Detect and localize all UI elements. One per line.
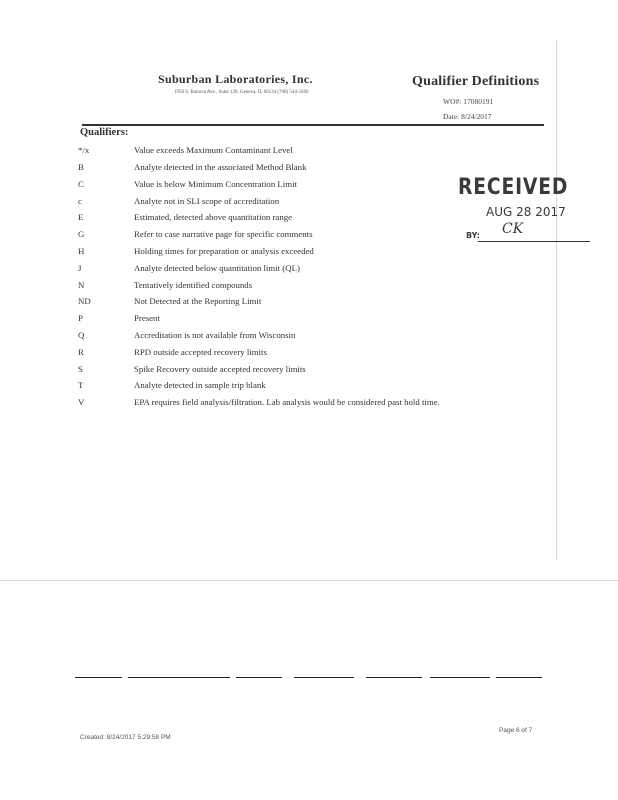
qualifier-code: G (78, 229, 85, 239)
qualifier-description: Not Detected at the Reporting Limit (134, 296, 262, 306)
qualifier-description: Holding times for preparation or analysis exceeded (134, 246, 314, 256)
blank-line (128, 677, 230, 678)
qualifiers-heading: Qualifiers: (80, 127, 129, 138)
stamp-received-text: RECEIVED (458, 175, 569, 200)
blank-line (496, 677, 542, 678)
page-number: Page 6 of 7 (499, 727, 533, 734)
qualifier-code: c (78, 196, 82, 206)
scan-edge-right (556, 40, 557, 560)
qualifier-code: J (78, 263, 82, 273)
report-date (443, 112, 492, 121)
blank-line (430, 677, 490, 678)
qualifier-code: Q (78, 330, 85, 340)
qualifier-description: Analyte not in SLI scope of accreditation (134, 196, 280, 206)
qualifier-code: P (78, 313, 83, 323)
qualifier-description: Spike Recovery outside accepted recovery limits (134, 364, 306, 374)
wo-value: 17080191 (463, 97, 494, 106)
work-order (443, 97, 493, 106)
qualifier-description: Estimated, detected above quantitation range (134, 212, 293, 222)
blank-line (366, 677, 422, 678)
stamp-signature-line (478, 241, 590, 242)
qualifier-code: V (78, 397, 85, 407)
qualifier-code: H (78, 246, 85, 256)
lab-name: Suburban Laboratories, Inc. (158, 72, 313, 86)
qualifier-description: EPA requires field analysis/filtration. Lab analysis would be considered past hold time. (134, 397, 440, 407)
qualifier-description: Present (134, 313, 160, 323)
qualifier-description: Tentatively identified compounds (134, 280, 253, 290)
qualifier-code: E (78, 212, 84, 222)
created-timestamp: Created: 8/24/2017 5:29:58 PM (80, 734, 171, 741)
stamp-initials: CK (502, 221, 524, 237)
lab-address: 1950 S. Batavia Ave., Suite 120, Geneva, IL 60134 (708) 544-3260 (174, 90, 309, 95)
qualifier-code: */x (78, 145, 90, 155)
header-divider (82, 124, 544, 126)
blank-line (236, 677, 282, 678)
qualifier-code: ND (78, 296, 91, 306)
qualifier-code: C (78, 179, 84, 189)
qualifier-description: Accreditation is not available from Wisconsin (134, 330, 296, 340)
date-value: 8/24/2017 (461, 112, 492, 121)
blank-line (294, 677, 354, 678)
qualifier-description: Value exceeds Maximum Contaminant Level (134, 145, 293, 155)
date-label: Date: (443, 112, 460, 121)
page-title: Qualifier Definitions (412, 74, 540, 89)
scan-edge-bottom (0, 580, 618, 581)
qualifier-code: T (78, 380, 84, 390)
qualifier-code: R (78, 347, 84, 357)
qualifier-code: S (78, 364, 83, 374)
qualifier-description: Analyte detected below quantitation limit (QL) (134, 263, 300, 273)
qualifier-description: Refer to case narrative page for specific comments (134, 229, 313, 239)
stamp-by-label: BY: (466, 231, 480, 240)
qualifier-description: Value is below Minimum Concentration Limit (134, 179, 297, 189)
qualifier-code: B (78, 162, 84, 172)
received-stamp (458, 175, 598, 255)
qualifier-code: N (78, 280, 85, 290)
qualifier-description: RPD outside accepted recovery limits (134, 347, 267, 357)
qualifier-description: Analyte detected in sample trip blank (134, 380, 266, 390)
blank-line (75, 677, 122, 678)
qualifier-description: Analyte detected in the associated Method Blank (134, 162, 307, 172)
stamp-date: AUG 28 2017 (486, 205, 566, 219)
wo-label: WO#: (443, 97, 462, 106)
